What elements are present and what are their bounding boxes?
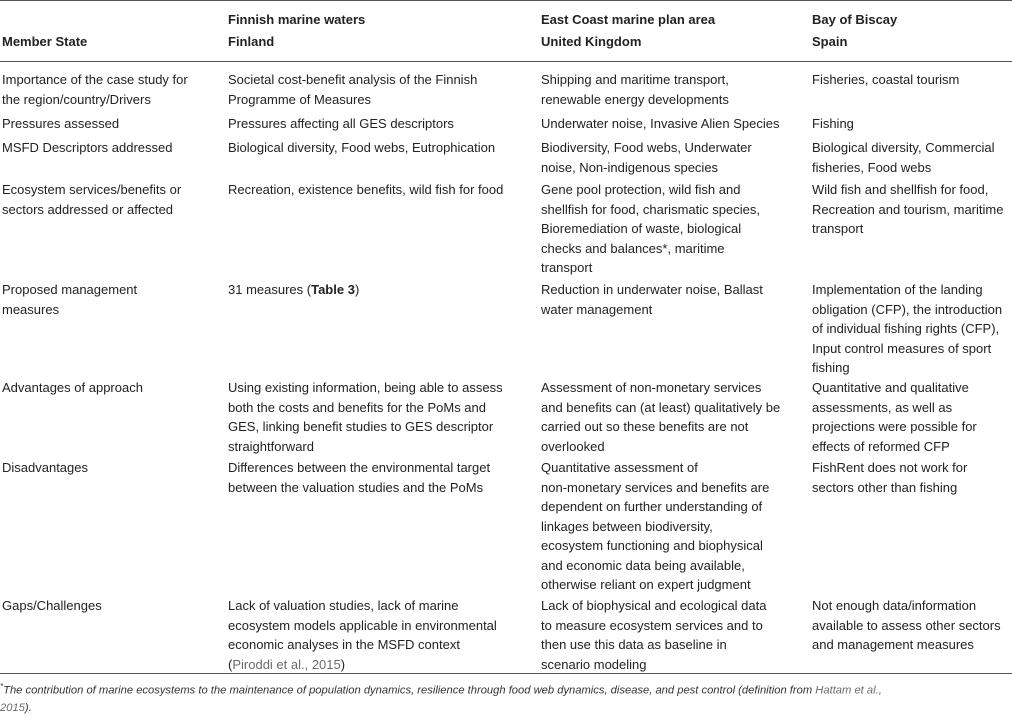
cell-uk: Biodiversity, Food webs, Underwater noise, Non-indigenous species (541, 140, 752, 175)
table-footnote: *The contribution of marine ecosystems to the maintenance of population dynamics, resilience through food web dynamics, disease, and pest control (definition from Hattam et al., 2015). (0, 682, 882, 714)
table-top-rule (0, 0, 1012, 1)
row-label: Ecosystem services/benefits or sectors addressed or affected (2, 182, 182, 217)
header-col1-line2: Finland (228, 34, 275, 49)
cell-spain: FishRent does not work for sectors other than fishing (812, 460, 968, 495)
cell-uk: Reduction in underwater noise, Ballast water management (541, 282, 763, 317)
header-col1-line1: Finnish marine waters (228, 12, 366, 27)
cell-finland: Recreation, existence benefits, wild fish for food (228, 182, 504, 197)
cell-uk: Underwater noise, Invasive Alien Species (541, 116, 780, 131)
header-col2-line1: East Coast marine plan area (541, 12, 716, 27)
header-col3-line1: Bay of Biscay (812, 12, 898, 27)
cell-finland: Lack of valuation studies, lack of marine ecosystem models applicable in environmental economic analyses in the MSFD context (Piroddi et al., 2015) (228, 598, 497, 672)
cell-spain: Fisheries, coastal tourism (812, 72, 960, 87)
row-label: Gaps/Challenges (2, 598, 102, 613)
row-label: Disadvantages (2, 460, 88, 475)
cell-spain: Not enough data/information available to assess other sectors and management measures (812, 598, 1001, 652)
table-bottom-rule (0, 673, 1012, 674)
cell-uk: Shipping and maritime transport, renewable energy developments (541, 72, 729, 107)
cell-uk: Lack of biophysical and ecological data to measure ecosystem services and to then use this data as baseline in scenario modeling (541, 598, 767, 672)
row-label: Proposed management measures (2, 282, 138, 317)
cell-finland: Using existing information, being able to assess both the costs and benefits for the PoMs and GES, linking benefit studies to GES descriptor straightforward (228, 380, 503, 454)
cell-spain: Implementation of the landing obligation (CFP), the introduction of individual fishing rights (CFP), Input control measures of sport fishing (812, 282, 1003, 375)
cell-uk: Assessment of non-monetary services and benefits can (at least) qualitatively be carried out so these benefits are not overlooked (541, 380, 781, 454)
header-bottom-rule (0, 61, 1012, 62)
citation-link[interactable]: Piroddi et al., 2015 (232, 656, 341, 672)
cell-finland: Societal cost-benefit analysis of the Finnish Programme of Measures (228, 72, 478, 107)
cell-spain: Wild fish and shellfish for food, Recreation and tourism, maritime transport (812, 182, 1004, 236)
citation-link[interactable]: Hattam et al., (815, 684, 882, 697)
cell-finland: Differences between the environmental target between the valuation studies and the PoMs (228, 460, 491, 495)
citation-link-year[interactable]: 2015 (0, 701, 25, 714)
header-col2-line2: United Kingdom (541, 34, 642, 49)
cell-finland: Pressures affecting all GES descriptors (228, 116, 454, 131)
header-col3-line2: Spain (812, 34, 848, 49)
row-label: Advantages of approach (2, 380, 143, 395)
header-col0-line2: Member State (2, 34, 88, 49)
cell-spain: Biological diversity, Commercial fisheries, Food webs (812, 140, 995, 175)
cell-uk: Quantitative assessment of non-monetary services and benefits are dependent on further understanding of linkages between biodiversity, ecosystem functioning and biophysical and economic data being available, otherwise reliant on expert judgment (541, 460, 770, 592)
table-reference-link[interactable]: Table 3 (311, 282, 355, 297)
row-label: MSFD Descriptors addressed (2, 140, 173, 155)
row-label: Importance of the case study for the region/country/Drivers (2, 72, 188, 107)
cell-finland: Biological diversity, Food webs, Eutrophication (228, 140, 496, 155)
cell-uk: Gene pool protection, wild fish and shellfish for food, charismatic species, Bioremediation of waste, biological checks and balances*, maritime transport (541, 182, 760, 275)
cell-spain: Fishing (812, 116, 854, 131)
cell-finland: 31 measures (Table 3) (228, 282, 360, 297)
cell-spain: Quantitative and qualitative assessments, as well as projections were possible for effects of reformed CFP (812, 380, 977, 454)
row-label: Pressures assessed (2, 116, 120, 131)
